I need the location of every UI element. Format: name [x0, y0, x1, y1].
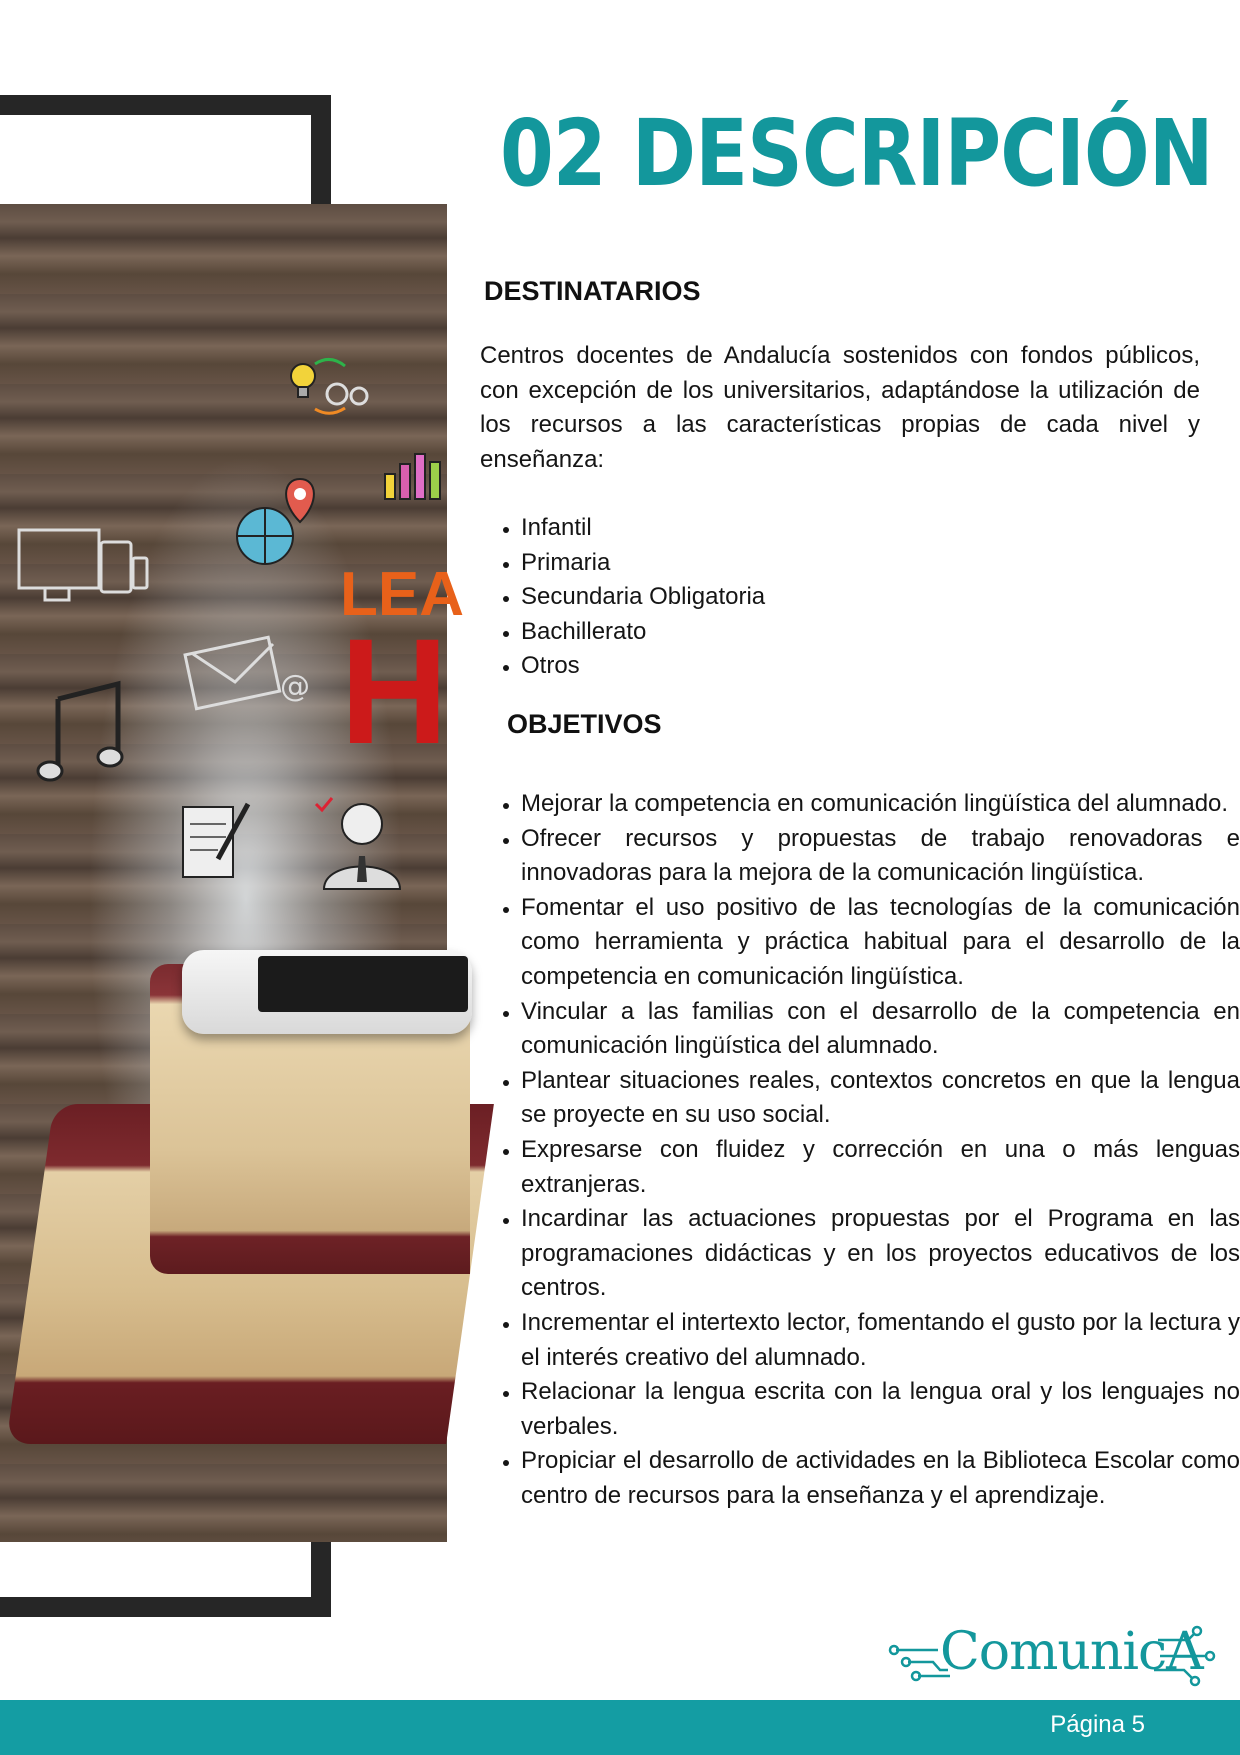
- frame-bottom-bar: [0, 1597, 331, 1617]
- photo-brand-text: [340, 560, 464, 775]
- list-item: • Primaria: [521, 546, 881, 581]
- destinatarios-intro: Centros docentes de Andalucía sostenidos con fondos públicos, con excepción de los universitarios, adaptándose la utilización de los recursos a las características propias de cada nivel y enseñanza:: [480, 342, 1200, 473]
- objetivos-heading: OBJETIVOS: [507, 709, 662, 739]
- lightbulb-gears-icon: [285, 354, 375, 419]
- list-item: • Fomentar el uso positivo de las tecnologías de la comunicación como herramienta y práctica habitual para el desarrollo de la competencia en comunicación lingüística.: [521, 891, 1240, 995]
- document-pencil-icon: [178, 799, 258, 884]
- globe-location-icon: [225, 474, 335, 584]
- page-title: 02 DESCRIPCIÓN: [500, 100, 1213, 207]
- list-item: • Mejorar la competencia en comunicación lingüística del alumnado.: [521, 787, 1240, 822]
- list-item: • Ofrecer recursos y propuestas de trabajo renovadoras e innovadoras para la mejora de la comunicación lingüística.: [521, 822, 1240, 891]
- businessman-icon: [312, 794, 407, 894]
- music-note-icon: [38, 679, 128, 789]
- destinatarios-list: [481, 511, 881, 684]
- list-item: • Relacionar la lengua escrita con la lengua oral y los lenguajes no verbales.: [521, 1375, 1240, 1444]
- objetivos-list: [481, 787, 1240, 1513]
- destinatarios-heading: DESTINATARIOS: [484, 276, 701, 306]
- frame-top-bar: [0, 95, 331, 115]
- svg-text:@: @: [280, 669, 310, 704]
- list-item: • Bachillerato: [521, 615, 881, 650]
- page-number: Página 5: [1050, 1711, 1145, 1738]
- list-item: • Secundaria Obligatoria: [521, 580, 881, 615]
- list-item: • Plantear situaciones reales, contextos concretos en que la lengua se proyecte en su uso social.: [521, 1064, 1240, 1133]
- photo-brand-line1: LEA: [340, 560, 464, 629]
- bar-chart-icon: [380, 444, 447, 504]
- photo-brand-line2: H: [340, 607, 449, 775]
- list-item: • Propiciar el desarrollo de actividades en la Biblioteca Escolar como centro de recursos para la enseñanza y el aprendizaje.: [521, 1444, 1240, 1513]
- logo-text: ComunicA: [940, 1622, 1203, 1682]
- cover-photo: [0, 204, 464, 1542]
- tablet-screen: [258, 956, 468, 1012]
- list-item: • Incrementar el intertexto lector, fomentando el gusto por la lectura y el interés creativo del alumnado.: [521, 1306, 1240, 1375]
- email-icon: [185, 634, 315, 714]
- list-item: • Infantil: [521, 511, 881, 546]
- list-item: • Expresarse con fluidez y corrección en una o más lenguas extranjeras.: [521, 1133, 1240, 1202]
- computer-devices-icon: [15, 524, 150, 614]
- list-item: • Vincular a las familias con el desarrollo de la competencia en comunicación lingüística del alumnado.: [521, 995, 1240, 1064]
- list-item: • Incardinar las actuaciones propuestas por el Programa en las programaciones didácticas y en los proyectos educativos de los centros.: [521, 1202, 1240, 1306]
- list-item: • Otros: [521, 649, 881, 684]
